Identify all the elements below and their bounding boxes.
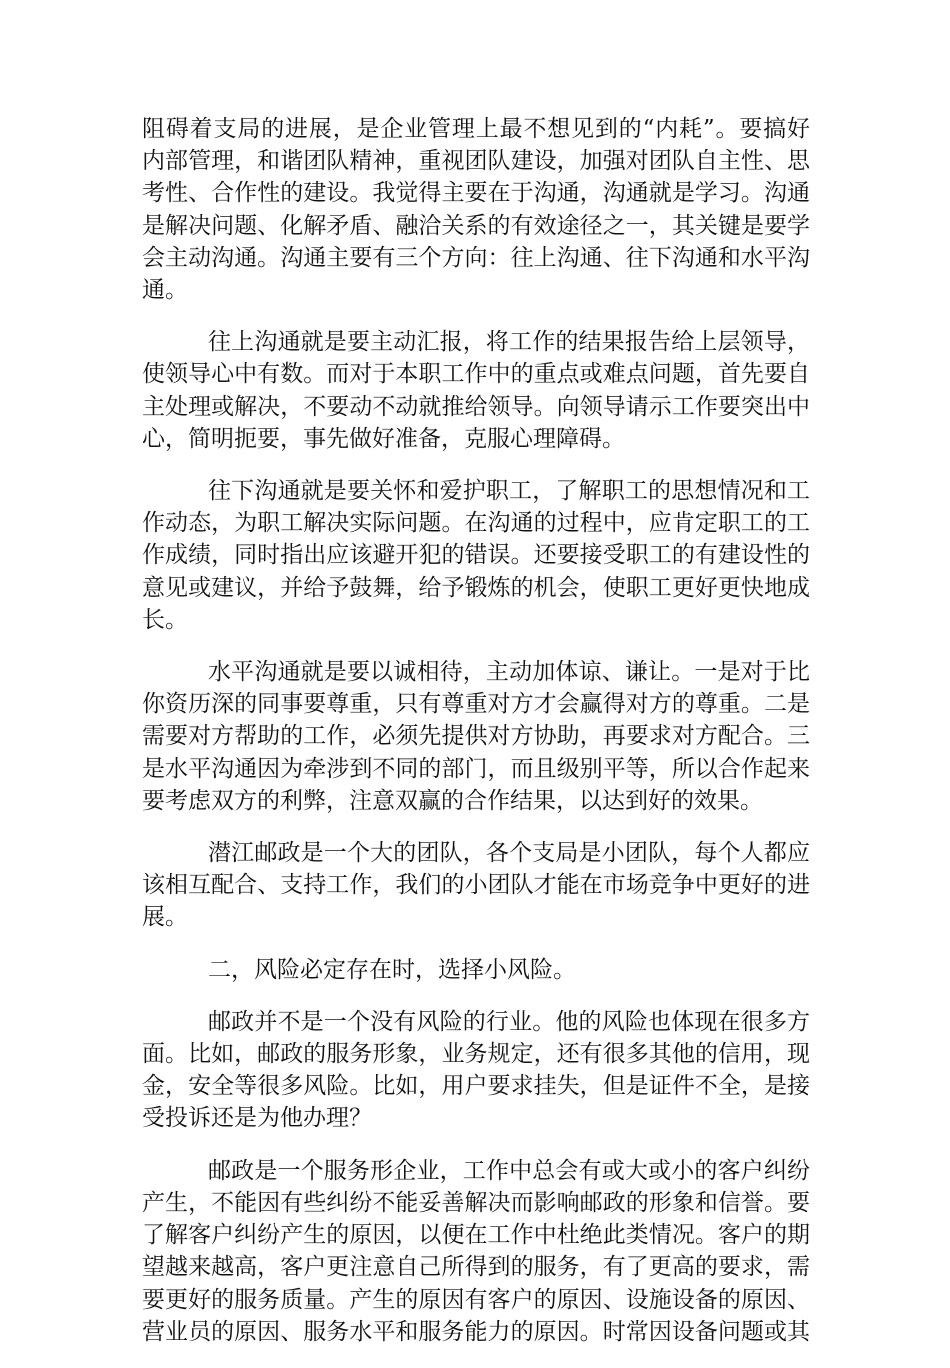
paragraph <box>142 837 810 934</box>
text-line: 营业员的原因、服务水平和服务能力的原因。时常因设备问题或其 <box>142 1318 810 1345</box>
paragraph <box>142 656 810 817</box>
text-line: 望越来越高，客户更注意自己所得到的服务，有了更高的要求，需 <box>142 1254 810 1281</box>
text-line: 潜江邮政是一个大的团队，各个支局是小团队，每个人都应 <box>208 840 810 867</box>
text-line: 要更好的服务质量。产生的原因有客户的原因、设施设备的原因、 <box>142 1286 810 1313</box>
paragraph <box>142 475 810 636</box>
text-line: 往下沟通就是要关怀和爱护职工，了解职工的思想情况和工 <box>208 478 810 505</box>
paragraph <box>142 954 810 986</box>
text-line: 考性、合作性的建设。我觉得主要在于沟通，沟通就是学习。沟通 <box>142 180 810 207</box>
text-line: 是解决问题、化解矛盾、融洽关系的有效途径之一，其关键是要学 <box>142 212 810 239</box>
text-line: 受投诉还是为他办理？ <box>142 1105 372 1132</box>
text-line: 二，风险必定存在时，选择小风险。 <box>208 956 576 983</box>
text-line: 长。 <box>142 606 188 633</box>
text-line: 内部管理，和谐团队精神，重视团队建设，加强对团队自主性、思 <box>142 148 810 175</box>
text-line: 通。 <box>142 277 188 304</box>
text-line: 需要对方帮助的工作，必须先提供对方协助，再要求对方配合。三 <box>142 723 810 750</box>
text-line: 心，简明扼要，事先做好准备，克服心理障碍。 <box>142 425 625 452</box>
text-line: 是水平沟通因为牵涉到不同的部门，而且级别平等，所以合作起来 <box>142 755 810 782</box>
text-line: 使领导心中有数。而对于本职工作中的重点或难点问题，首先要自 <box>142 361 810 388</box>
text-line: 往上沟通就是要主动汇报，将工作的结果报告给上层领导， <box>208 329 810 356</box>
text-line: 作成绩，同时指出应该避开犯的错误。还要接受职工的有建设性的 <box>142 542 810 569</box>
text-line: 产生，不能因有些纠纷不能妥善解决而影响邮政的形象和信誉。要 <box>142 1189 810 1216</box>
paragraph <box>142 113 810 306</box>
text-line: 你资历深的同事要尊重，只有尊重对方才会赢得对方的尊重。二是 <box>142 691 810 718</box>
paragraph <box>142 1006 810 1135</box>
text-line: 金，安全等很多风险。比如，用户要求挂失，但是证件不全，是接 <box>142 1073 810 1100</box>
text-line: 邮政并不是一个没有风险的行业。他的风险也体现在很多方 <box>208 1008 810 1035</box>
text-line: 水平沟通就是要以诚相待，主动加体谅、谦让。一是对于比 <box>208 659 810 686</box>
text-line: 意见或建议，并给予鼓舞，给予锻炼的机会，使职工更好更快地成 <box>142 574 810 601</box>
text-line: 面。比如，邮政的服务形象，业务规定，还有很多其他的信用，现 <box>142 1041 810 1068</box>
text-line: 会主动沟通。沟通主要有三个方向：往上沟通、往下沟通和水平沟 <box>142 244 810 271</box>
text-line: 了解客户纠纷产生的原因，以便在工作中杜绝此类情况。客户的期 <box>142 1222 810 1249</box>
text-line: 展。 <box>142 904 188 931</box>
text-line: 阻碍着支局的进展，是企业管理上最不想见到的“内耗”。要搞好 <box>142 116 810 142</box>
text-line: 邮政是一个服务形企业，工作中总会有或大或小的客户纠纷 <box>208 1157 810 1184</box>
paragraph <box>142 326 810 455</box>
document-body <box>142 113 810 1368</box>
paragraph <box>142 1155 810 1348</box>
text-line: 要考虑双方的利弊，注意双赢的合作结果，以达到好的效果。 <box>142 787 763 814</box>
text-line: 主处理或解决，不要动不动就推给领导。向领导请示工作要突出中 <box>142 393 810 420</box>
text-line: 该相互配合、支持工作，我们的小团队才能在市场竞争中更好的进 <box>142 872 810 899</box>
text-line: 作动态，为职工解决实际问题。在沟通的过程中，应肯定职工的工 <box>142 510 810 537</box>
